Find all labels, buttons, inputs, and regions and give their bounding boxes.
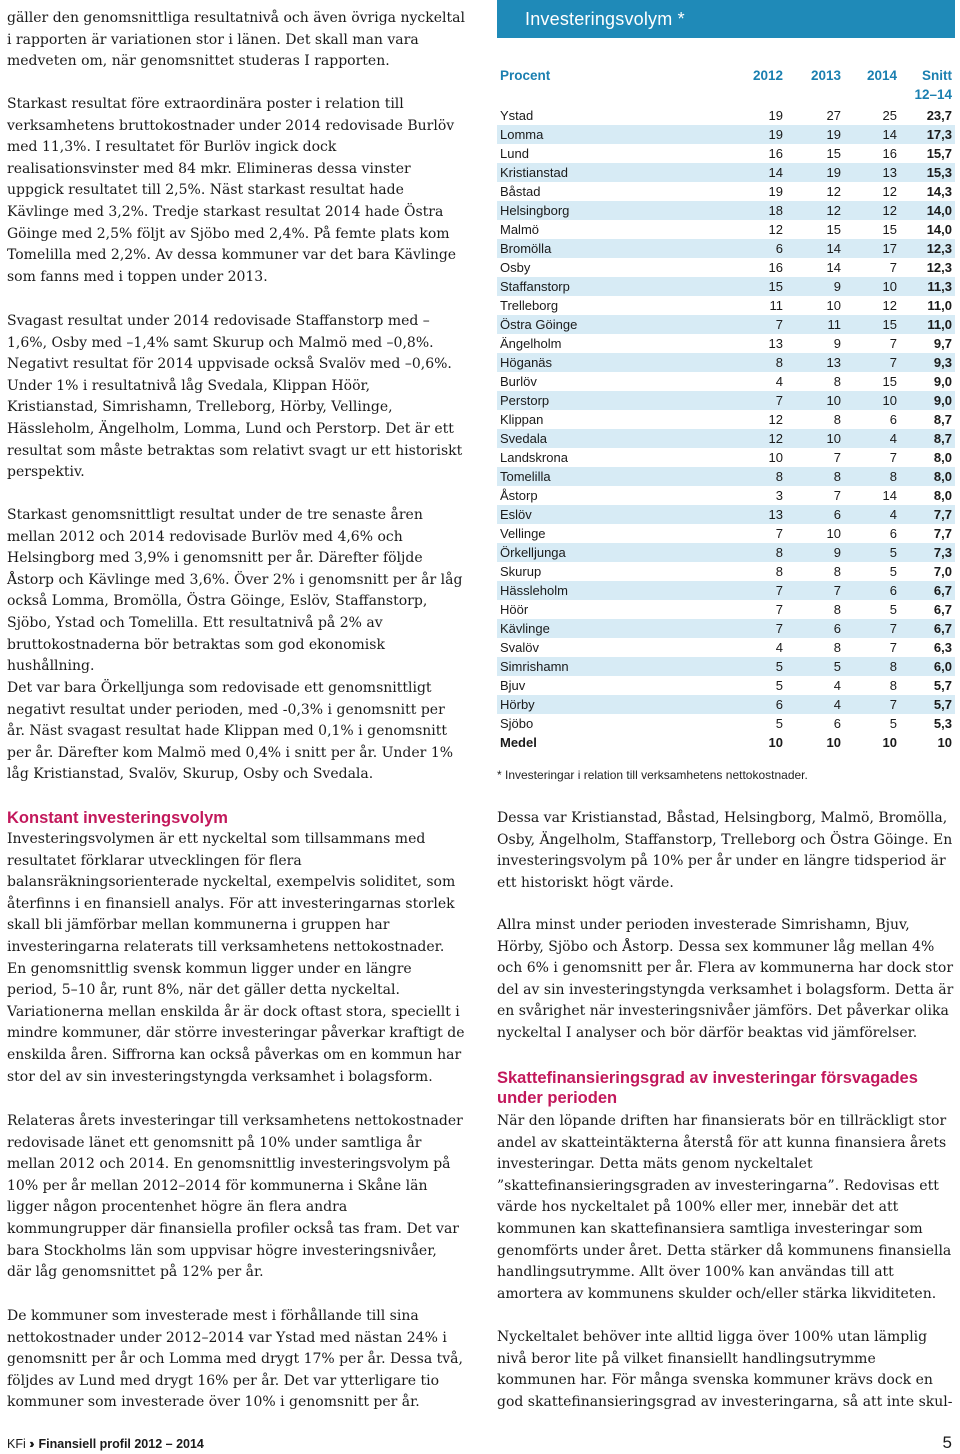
row-municipality: Bjuv [500, 678, 526, 693]
table-row [497, 562, 955, 581]
row-average-value: 14,3 [926, 184, 952, 199]
row-average-value: 5,7 [933, 697, 952, 712]
paragraph-low-investors: Allra minst under perioden investerade Simrishamn, Bjuv, Hörby, Sjöbo och Åstorp. Dessa sex kommuner låg mellan 4% och 6% i genomsnitt per år. Flera av kommunerna har dock stor del av sin investeringstyngda verksamhet i bolagsform. Detta är en svårighet när investeringsnivåer jämförs. Det påverkar olika nyckeltal I analyser och bör därför beaktas vid jämförelser. [497, 917, 954, 1041]
row-year-value: 15 [882, 374, 897, 389]
table-row [497, 391, 955, 410]
row-average-value: 8,7 [933, 431, 952, 446]
header-snitt-period: 12–14 [914, 87, 952, 102]
paragraph-average-result: Starkast genomsnittligt resultat under de tre senaste åren mellan 2012 och 2014 redovisade Burlöv med 4,6% och Helsingborg med 3,9% i genomsnitt per år. Därefter följde Åstorp och Kävlinge med 3,6%. Över 2% i genomsnitt per år låg också Lomma, Bromölla, Östra Göinge, Eslöv, Staffanstorp, Sjöbo, Ystad och Tomelilla. Ett resultatnivå på 2% av bruttokostnaderna bör betraktas som god ekonomisk hushållning. [7, 507, 463, 675]
row-year-value: 10 [882, 393, 897, 408]
table-row [497, 353, 955, 372]
row-year-value: 13 [882, 165, 897, 180]
row-municipality: Ängelholm [500, 336, 562, 351]
table-row-total [497, 733, 955, 752]
heading-skattefinansieringsgrad: Skattefinansieringsgrad av investeringar försvagades under perioden [497, 1069, 918, 1107]
row-average-value: 14,0 [926, 222, 952, 237]
row-year-value: 10 [826, 735, 841, 750]
row-year-value: 5 [775, 678, 783, 693]
row-average-value: 7,0 [933, 564, 952, 579]
table-row [497, 258, 955, 277]
table-row [497, 410, 955, 429]
row-year-value: 16 [882, 146, 897, 161]
row-year-value: 8 [889, 678, 897, 693]
row-year-value: 19 [826, 127, 841, 142]
row-average-value: 8,7 [933, 412, 952, 427]
row-year-value: 19 [826, 165, 841, 180]
row-year-value: 14 [826, 260, 841, 275]
heading-konstant-investeringsvolym: Konstant investeringsvolym [7, 809, 228, 827]
footer-org: KFi [7, 1437, 26, 1451]
row-average-value: 5,3 [933, 716, 952, 731]
row-year-value: 10 [882, 279, 897, 294]
row-average-value: 8,0 [933, 450, 952, 465]
row-average-value: 6,7 [933, 602, 952, 617]
row-average-value: 9,0 [933, 374, 952, 389]
row-year-value: 4 [775, 640, 783, 655]
row-municipality: Kristianstad [500, 165, 568, 180]
row-year-value: 7 [889, 355, 897, 370]
row-year-value: 10 [768, 450, 783, 465]
table-row [497, 600, 955, 619]
table-row [497, 125, 955, 144]
row-year-value: 12 [768, 431, 783, 446]
table-row [497, 619, 955, 638]
row-municipality: Landskrona [500, 450, 568, 465]
row-year-value: 10 [826, 526, 841, 541]
row-year-value: 7 [775, 526, 783, 541]
table-row [497, 505, 955, 524]
row-year-value: 6 [833, 507, 841, 522]
row-year-value: 5 [775, 716, 783, 731]
table-row [497, 220, 955, 239]
row-year-value: 9 [833, 279, 841, 294]
row-municipality: Lomma [500, 127, 544, 142]
row-year-value: 12 [768, 222, 783, 237]
row-municipality: Skurup [500, 564, 542, 579]
row-average-value: 9,7 [933, 336, 952, 351]
row-average-value: 15,7 [926, 146, 952, 161]
row-municipality: Simrishamn [500, 659, 569, 674]
table-row [497, 296, 955, 315]
row-municipality: Vellinge [500, 526, 546, 541]
row-average-value: 9,0 [933, 393, 952, 408]
paragraph-strongest-result: Starkast resultat före extraordinära poster i relation till verksamhetens bruttokostnader under 2014 redovisade Burlöv med 11,3%. I resultatet för Burlöv ingick dock realisationsvinster med 84 mkr. Elimineras dessa vinster uppgick resultatet till 2,5%. Näst starkast resultat hade Kävlinge med 3,2%. Tredje starkast resultat 2014 hade Östra Göinge med 2,5% följt av Sjöbo med 2,4%. På femte plats kom Tomelilla med 2,2%. Av dessa kommuner var det bara Kävlinge som fanns med i toppen under 2013. [7, 96, 457, 285]
row-average-value: 10 [937, 735, 952, 750]
row-year-value: 15 [826, 222, 841, 237]
table-row [497, 448, 955, 467]
row-average-value: 12,3 [926, 260, 952, 275]
row-year-value: 11 [769, 298, 783, 313]
row-year-value: 9 [833, 336, 841, 351]
table-row [497, 638, 955, 657]
table-row [497, 201, 955, 220]
row-year-value: 8 [889, 469, 897, 484]
row-average-value: 6,0 [933, 659, 952, 674]
row-year-value: 7 [775, 602, 783, 617]
table-row [497, 277, 955, 296]
row-municipality: Perstorp [500, 393, 550, 408]
row-year-value: 9 [833, 545, 841, 560]
row-municipality: Höganäs [500, 355, 553, 370]
row-municipality: Åstorp [500, 488, 538, 503]
row-year-value: 8 [833, 374, 841, 389]
row-municipality: Östra Göinge [500, 317, 578, 332]
row-average-value: 7,7 [933, 526, 952, 541]
row-year-value: 15 [882, 317, 897, 332]
row-average-value: 11,0 [927, 317, 952, 332]
row-year-value: 15 [826, 146, 841, 161]
row-year-value: 6 [889, 583, 897, 598]
row-year-value: 6 [889, 412, 897, 427]
row-year-value: 7 [889, 621, 897, 636]
header-year-2014: 2014 [866, 68, 897, 83]
header-snitt: Snitt [922, 68, 952, 83]
table-row [497, 695, 955, 714]
row-year-value: 7 [833, 450, 841, 465]
row-year-value: 7 [775, 621, 783, 636]
row-year-value: 16 [768, 146, 783, 161]
row-year-value: 8 [889, 659, 897, 674]
row-year-value: 10 [826, 393, 841, 408]
row-year-value: 13 [768, 507, 783, 522]
table-row [497, 239, 955, 258]
row-municipality: Medel [500, 735, 537, 750]
row-year-value: 8 [775, 355, 783, 370]
table-title: Investeringsvolym * [497, 0, 955, 38]
row-year-value: 16 [768, 260, 783, 275]
row-year-value: 12 [826, 203, 841, 218]
row-year-value: 8 [775, 545, 783, 560]
row-municipality: Örkelljunga [500, 545, 566, 560]
row-year-value: 15 [768, 279, 783, 294]
row-year-value: 8 [833, 564, 841, 579]
row-year-value: 13 [826, 355, 841, 370]
row-year-value: 19 [768, 184, 783, 199]
row-municipality: Höör [500, 602, 529, 617]
row-year-value: 11 [827, 317, 841, 332]
row-year-value: 6 [775, 697, 783, 712]
page-footer [7, 1437, 204, 1451]
table-row [497, 315, 955, 334]
row-year-value: 17 [882, 241, 897, 256]
paragraph-negative-result: Det var bara Örkelljunga som redovisade ett genomsnittligt negativt resultat under perioden, med -0,3% i genomsnitt per år. Näst svagast resultat hade Klippan med 0,1% i genomsnitt per år. Därefter kom Malmö med 0,4% i snitt per år. Under 1% låg Kristianstad, Svalöv, Skurup, Osby och Svedala. [7, 680, 454, 783]
row-municipality: Sjöbo [500, 716, 534, 731]
row-year-value: 4 [889, 507, 897, 522]
table-row [497, 676, 955, 695]
row-year-value: 8 [833, 469, 841, 484]
row-year-value: 18 [768, 203, 783, 218]
row-year-value: 4 [833, 697, 841, 712]
row-municipality: Eslöv [500, 507, 532, 522]
row-municipality: Ystad [500, 108, 534, 123]
paragraph-weakest-result: Svagast resultat under 2014 redovisade Staffanstorp med –1,6%, Osby med –1,4% samt Skurup och Malmö med –0,8%. Negativt resultat för 2014 uppvisade också Svalöv med –0,6%. Under 1% i resultatnivå låg Svedala, Klippan Höör, Kristianstad, Simrishamn, Trelleborg, Hörby, Vellinge, Hässleholm, Ängelholm, Lomma, Lund och Perstorp. Det är ett resultat som måste betraktas som relativt svagt ur ett historiskt perspektiv. [7, 313, 463, 481]
row-average-value: 6,7 [933, 621, 952, 636]
row-year-value: 4 [889, 431, 897, 446]
row-year-value: 8 [833, 412, 841, 427]
row-municipality: Klippan [500, 412, 544, 427]
row-municipality: Malmö [500, 222, 540, 237]
table-row [497, 182, 955, 201]
row-average-value: 23,7 [926, 108, 952, 123]
row-municipality: Helsingborg [500, 203, 570, 218]
table-row [497, 334, 955, 353]
row-average-value: 7,3 [933, 545, 952, 560]
row-year-value: 7 [889, 260, 897, 275]
row-average-value: 5,7 [933, 678, 952, 693]
table-row [497, 144, 955, 163]
row-year-value: 14 [768, 165, 783, 180]
row-average-value: 6,3 [933, 640, 952, 655]
footer-chevron-icon: ›› [29, 1437, 32, 1451]
paragraph-top-investors: De kommuner som investerade mest i förhållande till sina nettokostnader under 2012–2014 var Ystad med nästan 24% i genomsnitt per år och Lomma med drygt 17% per år. Dessa två, följdes av Lund med drygt 16% per år. Det var ytterligare tio kommuner som investerade över 10% i genomsnitt per år. [7, 1308, 463, 1411]
row-municipality: Svedala [500, 431, 547, 446]
table-row [497, 486, 955, 505]
table-row [497, 714, 955, 733]
row-year-value: 25 [882, 108, 897, 123]
row-year-value: 10 [768, 735, 783, 750]
row-year-value: 7 [775, 393, 783, 408]
row-year-value: 13 [768, 336, 783, 351]
row-year-value: 7 [889, 697, 897, 712]
table-row [497, 524, 955, 543]
row-year-value: 12 [882, 298, 897, 313]
page-number: 5 [942, 1433, 952, 1452]
row-municipality: Trelleborg [500, 298, 559, 313]
row-municipality: Lund [500, 146, 529, 161]
row-year-value: 7 [889, 450, 897, 465]
footer-title: Finansiell profil 2012 – 2014 [38, 1437, 204, 1451]
row-year-value: 12 [826, 184, 841, 199]
row-municipality: Staffanstorp [500, 279, 570, 294]
row-year-value: 6 [889, 526, 897, 541]
investment-volume-table [497, 0, 955, 782]
table-footnote: * Investeringar i relation till verksamhetens nettokostnader. [497, 768, 808, 782]
row-average-value: 17,3 [926, 127, 952, 142]
row-average-value: 11,0 [927, 298, 952, 313]
table-row [497, 467, 955, 486]
row-year-value: 10 [882, 735, 897, 750]
row-year-value: 5 [889, 564, 897, 579]
row-average-value: 14,0 [926, 203, 952, 218]
row-municipality: Kävlinge [500, 621, 550, 636]
paragraph-tax-financing-level: Nyckeltalet behöver inte alltid ligga över 100% utan lämplig nivå beror lite på vilket finansiellt handlingsutrymme kommunen har. För många svenska kommuner krävs dock en god skattefinansieringsgrad av investeringarna, så att inte skul- [497, 1329, 953, 1410]
paragraph-tax-financing: När den löpande driften har finansierats bör en tillräckligt stor andel av skatteintäkterna återstå för att kunna finansiera årets investeringar. Detta mäts genom nyckeltalet ”skattefinansieringsgraden av investeringarna”. Redovisas ett värde hos nyckeltalet på 100% eller mer, innebär det att kommunen kan skattefinansiera samtliga investeringar som genomförts under året. Detta stärker då kommunens finansiella handlingsutrymme. Allt över 100% kan användas till att amortera av kommunens skulder och/eller stärka likviditeten. [497, 1113, 952, 1302]
row-year-value: 5 [889, 545, 897, 560]
row-municipality: Tomelilla [500, 469, 551, 484]
row-year-value: 8 [775, 564, 783, 579]
row-year-value: 14 [882, 127, 897, 142]
row-year-value: 3 [775, 488, 783, 503]
row-average-value: 12,3 [926, 241, 952, 256]
row-average-value: 9,3 [933, 355, 952, 370]
row-year-value: 6 [775, 241, 783, 256]
row-year-value: 5 [833, 659, 841, 674]
row-year-value: 7 [775, 317, 783, 332]
row-municipality: Båstad [500, 184, 541, 199]
table-row [497, 657, 955, 676]
table-row [497, 581, 955, 600]
row-average-value: 15,3 [926, 165, 952, 180]
row-municipality: Hässleholm [500, 583, 568, 598]
row-average-value: 8,0 [933, 469, 952, 484]
row-municipality: Bromölla [500, 241, 552, 256]
row-municipality: Hörby [500, 697, 535, 712]
row-municipality: Svalöv [500, 640, 540, 655]
paragraph-high-investors: Dessa var Kristianstad, Båstad, Helsingborg, Malmö, Bromölla, Osby, Ängelholm, Staffanstorp, Trelleborg och Östra Göinge. En investeringsvolym på 10% per år under en längre tidsperiod är ett historiskt högt värde. [497, 810, 953, 891]
row-year-value: 14 [826, 241, 841, 256]
header-procent: Procent [500, 68, 551, 83]
paragraph-intro: gäller den genomsnittliga resultatnivå och även övriga nyckeltal i rapporten är variationen stor i länen. Det skall man vara medveten om, när genomsnittet studeras I rapporten. [7, 10, 465, 70]
paragraph-investment-intro: Investeringsvolymen är ett nyckeltal som tillsammans med resultatet förklarar utvecklingen för flera balansräkningsorienterade nyckeltal, exempelvis soliditet, som återfinns i en finansiell analys. För att investeringarnas storlek skall bli jämförbar mellan kommunerna i gruppen har investeringarna relaterats till verksamhetens nettokostnader. En genomsnittlig svensk kommun ligger under en längre period, 5–10 år, runt 8%, när det gäller detta nyckeltal. Variationerna mellan enskilda år är dock oftast stora, speciellt i mindre kommuner, där större investeringar påverkar kraftigt de enskilda åren. Siffrorna kan också påverkas om en kommun har stor del av sin investeringstyngda verksamhet i bolagsform. [7, 831, 465, 1085]
table-header [497, 38, 955, 102]
row-year-value: 10 [826, 431, 841, 446]
row-municipality: Burlöv [500, 374, 537, 389]
row-year-value: 6 [833, 716, 841, 731]
row-average-value: 6,7 [933, 583, 952, 598]
header-year-2012: 2012 [752, 68, 783, 83]
row-average-value: 8,0 [933, 488, 952, 503]
row-year-value: 8 [833, 602, 841, 617]
row-year-value: 4 [833, 678, 841, 693]
row-year-value: 12 [768, 412, 783, 427]
row-year-value: 8 [833, 640, 841, 655]
row-year-value: 7 [833, 583, 841, 598]
row-year-value: 14 [882, 488, 897, 503]
row-year-value: 6 [833, 621, 841, 636]
row-year-value: 5 [889, 716, 897, 731]
table-row [497, 106, 955, 125]
row-year-value: 5 [889, 602, 897, 617]
row-year-value: 7 [889, 336, 897, 351]
table-row [497, 429, 955, 448]
row-average-value: 11,3 [927, 279, 952, 294]
row-year-value: 5 [775, 659, 783, 674]
table-row [497, 163, 955, 182]
row-year-value: 4 [775, 374, 783, 389]
paragraph-investment-region: Relateras årets investeringar till verksamhetens nettokostnader redovisade länet ett genomsnitt på 10% under samtliga år mellan 2012 och 2014. En genomsnittlig investeringsvolym på 10% per år mellan 2012–2014 för kommunerna i Skåne län ligger någon procentenhet högre än flera andra kommungrupper där finansiella profiler också tas fram. Det var bara Stockholms län som uppvisar högre investeringsnivåer, där låg genomsnittet på 12% per år. [7, 1113, 463, 1281]
table-body [497, 106, 955, 752]
table-row [497, 543, 955, 562]
row-year-value: 10 [826, 298, 841, 313]
row-municipality: Osby [500, 260, 531, 275]
row-year-value: 8 [775, 469, 783, 484]
row-year-value: 12 [882, 184, 897, 199]
row-year-value: 12 [882, 203, 897, 218]
row-average-value: 7,7 [933, 507, 952, 522]
row-year-value: 7 [889, 640, 897, 655]
row-year-value: 19 [768, 108, 783, 123]
row-year-value: 27 [826, 108, 841, 123]
row-year-value: 7 [833, 488, 841, 503]
table-row [497, 372, 955, 391]
row-year-value: 19 [768, 127, 783, 142]
header-year-2013: 2013 [810, 68, 841, 83]
row-year-value: 7 [775, 583, 783, 598]
row-year-value: 15 [882, 222, 897, 237]
